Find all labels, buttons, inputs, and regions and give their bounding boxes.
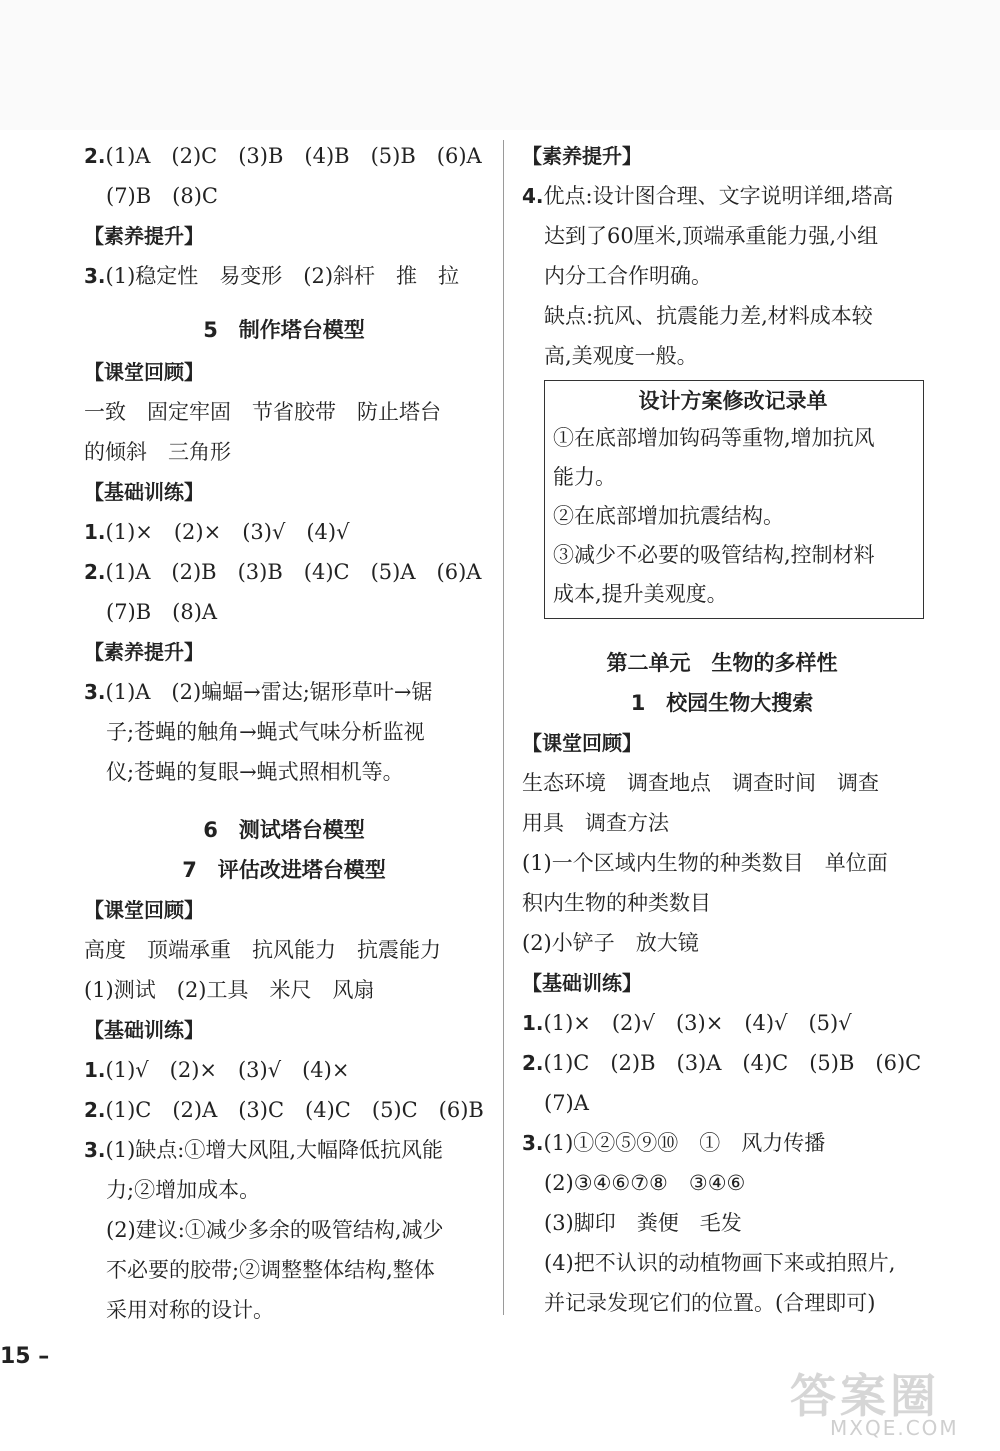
lesson-title: 7 评估改进塔台模型 — [182, 858, 386, 882]
answer-line: 用具 调查方法 — [522, 811, 669, 835]
answer-line: 积内生物的种类数目 — [522, 891, 711, 915]
answer-line: 子;苍蝇的触角→蝇式气味分析监视 — [106, 720, 425, 744]
lesson-title: 1 校园生物大搜索 — [630, 691, 814, 715]
answer-line: 1.(1)× (2)× (3)√ (4)√ — [84, 520, 350, 544]
answer-line: 不必要的胶带;②调整整体结构,整体 — [106, 1258, 435, 1282]
answer-line: 缺点:抗风、抗震能力差,材料成本较 — [544, 304, 873, 328]
answer-line: 1.(1)× (2)√ (3)× (4)√ (5)√ — [522, 1011, 852, 1035]
top-band — [0, 0, 1000, 130]
answer-line: (2)小铲子 放大镜 — [522, 931, 699, 955]
section-heading: 【基础训练】 — [84, 480, 204, 504]
box-line: ①在底部增加钩码等重物,增加抗风 — [553, 426, 875, 450]
answer-line: (2)③④⑥⑦⑧ ③④⑥ — [544, 1171, 746, 1195]
section-heading: 【课堂回顾】 — [84, 360, 204, 384]
lesson-title: 5 制作塔台模型 — [203, 318, 365, 342]
answer-line: 3.(1)A (2)蝙蝠→雷达;锯形草叶→锯 — [84, 680, 433, 704]
box-line: ③减少不必要的吸管结构,控制材料 — [553, 543, 875, 567]
answer-line: 力;②增加成本。 — [106, 1178, 261, 1202]
column-divider — [503, 140, 504, 1315]
answer-line: 3.(1)稳定性 易变形 (2)斜杆 推 拉 — [84, 264, 460, 288]
section-heading: 【基础训练】 — [522, 971, 642, 995]
page-number: 15 – — [0, 1344, 50, 1369]
answer-line: (7)A — [544, 1091, 589, 1115]
answer-line: (7)B (8)C — [106, 184, 218, 208]
answer-line: 3.(1)①②⑤⑨⑩ ① 风力传播 — [522, 1131, 826, 1155]
box-title: 设计方案修改记录单 — [638, 389, 828, 413]
watermark-logo — [760, 1360, 980, 1440]
section-heading: 【基础训练】 — [84, 1018, 204, 1042]
section-heading: 【课堂回顾】 — [522, 731, 642, 755]
answer-line: 2.(1)C (2)A (3)C (4)C (5)C (6)B — [84, 1098, 484, 1122]
section-heading: 【素养提升】 — [84, 640, 204, 664]
answer-line: (1)一个区域内生物的种类数目 单位面 — [522, 851, 888, 875]
answer-line: 2.(1)A (2)C (3)B (4)B (5)B (6)A — [84, 144, 482, 168]
revision-record-box — [544, 380, 924, 619]
answer-line: (2)建议:①减少多余的吸管结构,减少 — [106, 1218, 444, 1242]
box-line: 成本,提升美观度。 — [553, 582, 728, 606]
answer-line: 采用对称的设计。 — [106, 1298, 274, 1322]
answer-line: (4)把不认识的动植物画下来或拍照片, — [544, 1251, 896, 1275]
section-heading: 【课堂回顾】 — [84, 898, 204, 922]
answer-line: 高,美观度一般。 — [544, 344, 698, 368]
answer-line: 2.(1)A (2)B (3)B (4)C (5)A (6)A — [84, 560, 482, 584]
box-line: 能力。 — [553, 465, 616, 489]
section-heading: 【素养提升】 — [522, 144, 642, 168]
answer-line: (3)脚印 粪便 毛发 — [544, 1211, 742, 1235]
answer-line: 并记录发现它们的位置。(合理即可) — [544, 1291, 876, 1315]
answer-line: 仪;苍蝇的复眼→蝇式照相机等。 — [106, 760, 404, 784]
answer-line: 2.(1)C (2)B (3)A (4)C (5)B (6)C — [522, 1051, 922, 1075]
answer-line: 3.(1)缺点:①增大风阻,大幅降低抗风能 — [84, 1138, 444, 1162]
answer-line: 达到了60厘米,顶端承重能力强,小组 — [544, 224, 879, 248]
box-line: ②在底部增加抗震结构。 — [553, 504, 784, 528]
answer-line: 4.优点:设计图合理、文字说明详细,塔高 — [522, 184, 894, 208]
answer-line: 生态环境 调查地点 调查时间 调查 — [522, 771, 879, 795]
answer-line: 一致 固定牢固 节省胶带 防止塔台 — [84, 400, 441, 424]
answer-line: 高度 顶端承重 抗风能力 抗震能力 — [84, 938, 441, 962]
answer-line: (7)B (8)A — [106, 600, 218, 624]
unit-title: 第二单元 生物的多样性 — [606, 651, 838, 675]
lesson-title: 6 测试塔台模型 — [203, 818, 365, 842]
answer-line: 的倾斜 三角形 — [84, 440, 231, 464]
answer-line: (1)测试 (2)工具 米尺 风扇 — [84, 978, 375, 1002]
right-column — [522, 136, 922, 1323]
answer-line: 内分工合作明确。 — [544, 264, 712, 288]
watermark-url: MXQE.COM — [830, 1416, 959, 1440]
section-heading: 【素养提升】 — [84, 224, 204, 248]
watermark-text: 答案圈 — [790, 1369, 940, 1423]
left-column — [84, 136, 484, 1330]
answer-line: 1.(1)√ (2)× (3)√ (4)× — [84, 1058, 350, 1082]
